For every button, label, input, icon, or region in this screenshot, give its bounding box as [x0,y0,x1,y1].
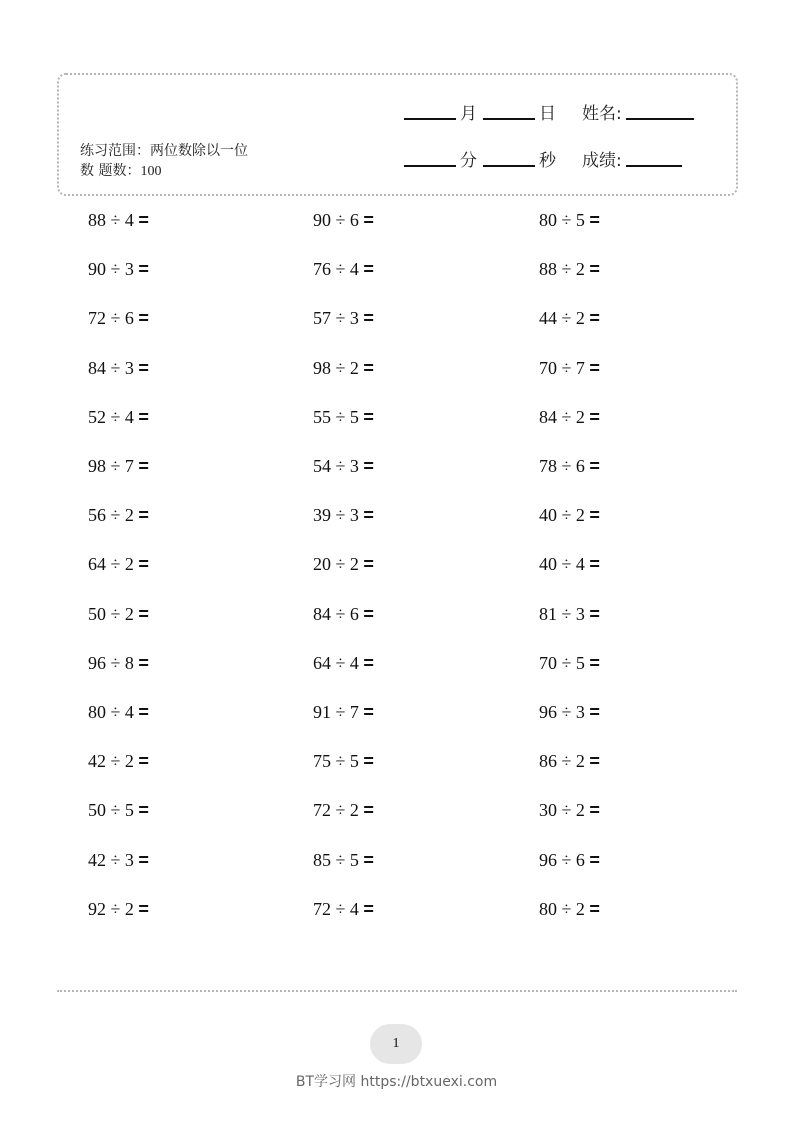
problem [539,259,600,280]
divider [57,990,737,992]
problem-expression: 50 ÷ 2 [88,603,134,624]
problem-expression: 90 ÷ 3 [88,259,134,280]
problem [313,554,374,575]
equals-sign: = [589,406,600,427]
problem [539,210,600,231]
problem [539,751,600,772]
problem-expression: 91 ÷ 7 [313,702,359,722]
problem-expression: 80 ÷ 2 [539,898,585,919]
problem [88,604,149,625]
problem-expression: 90 ÷ 6 [313,210,359,230]
problem [539,456,600,477]
minute-blank[interactable] [404,164,456,167]
problem-expression: 84 ÷ 3 [88,357,134,378]
problem [539,604,600,625]
problem-expression: 98 ÷ 7 [88,456,134,476]
problem-expression: 88 ÷ 2 [539,259,585,280]
equals-sign: = [363,800,374,821]
equals-sign: = [589,308,600,329]
problem [313,259,374,280]
page-number: 1 [370,1024,422,1064]
problem [313,358,374,379]
problem-expression: 55 ÷ 5 [313,406,359,427]
problem [88,358,149,379]
problem-expression: 92 ÷ 2 [88,898,134,919]
equals-sign: = [138,259,149,280]
problem [88,751,149,772]
problem-expression: 85 ÷ 5 [313,849,359,870]
equals-sign: = [589,751,600,772]
problem-expression: 96 ÷ 6 [539,849,585,870]
problem [539,407,600,428]
minute-label: 分 [460,151,477,171]
problem-expression: 96 ÷ 3 [539,702,585,722]
problem [313,308,374,329]
problem [313,505,374,526]
problem [313,604,374,625]
equals-sign: = [363,456,374,476]
problem-expression: 86 ÷ 2 [539,751,585,772]
scope-line-1: 练习范围：两位数除以一位 [80,143,248,159]
equals-sign: = [589,554,600,575]
day-blank[interactable] [483,117,535,120]
time-field [404,146,686,171]
problem [313,210,374,231]
problem-expression: 78 ÷ 6 [539,456,585,476]
problem-expression: 80 ÷ 5 [539,210,585,230]
equals-sign: = [363,259,374,280]
problem-expression: 76 ÷ 4 [313,259,359,280]
problem [313,800,374,821]
problem [539,505,600,526]
equals-sign: = [138,652,149,673]
second-blank[interactable] [483,164,535,167]
equals-sign: = [363,406,374,427]
problem [539,653,600,674]
problem [313,702,374,723]
question-count-label: 数 题数： [80,163,141,179]
equals-sign: = [138,357,149,378]
problem [88,210,149,231]
equals-sign: = [138,406,149,427]
problem [313,653,374,674]
equals-sign: = [589,849,600,870]
problem [313,456,374,477]
problem-expression: 30 ÷ 2 [539,800,585,821]
problem [88,702,149,723]
score-blank[interactable] [626,164,682,167]
problem [88,850,149,871]
problem [88,308,149,329]
problem [313,850,374,871]
equals-sign: = [363,898,374,919]
date-field [404,99,698,124]
question-count: 100 [140,164,162,179]
problem [88,800,149,821]
problem [313,899,374,920]
problem [88,899,149,920]
score-label: 成绩: [582,151,622,171]
equals-sign: = [589,210,600,230]
problem [88,259,149,280]
problem [313,751,374,772]
problem-expression: 42 ÷ 3 [88,849,134,870]
scope-line-2 [80,161,248,182]
equals-sign: = [589,652,600,673]
equals-sign: = [363,308,374,329]
problem [88,505,149,526]
problem-expression: 57 ÷ 3 [313,308,359,329]
problem-expression: 72 ÷ 2 [313,800,359,821]
problem-expression: 70 ÷ 5 [539,652,585,673]
practice-scope [80,141,248,182]
problem-expression: 42 ÷ 2 [88,751,134,772]
problem-expression: 52 ÷ 4 [88,406,134,427]
problem [88,554,149,575]
equals-sign: = [363,210,374,230]
equals-sign: = [138,702,149,722]
problem-expression: 72 ÷ 6 [88,308,134,329]
problem-expression: 39 ÷ 3 [313,505,359,526]
problem-expression: 40 ÷ 2 [539,505,585,526]
day-label: 日 [539,104,556,124]
problem-expression: 98 ÷ 2 [313,357,359,378]
equals-sign: = [363,652,374,673]
problem [88,653,149,674]
problem [88,407,149,428]
equals-sign: = [363,357,374,378]
equals-sign: = [138,210,149,230]
problem-expression: 50 ÷ 5 [88,800,134,821]
equals-sign: = [363,603,374,624]
equals-sign: = [589,357,600,378]
problem [313,407,374,428]
month-blank[interactable] [404,117,456,120]
equals-sign: = [138,456,149,476]
equals-sign: = [589,259,600,280]
problem-expression: 84 ÷ 6 [313,603,359,624]
second-label: 秒 [539,151,556,171]
problem [539,358,600,379]
equals-sign: = [589,800,600,821]
problem [88,456,149,477]
equals-sign: = [138,898,149,919]
problem [539,850,600,871]
problem-expression: 64 ÷ 4 [313,652,359,673]
equals-sign: = [363,849,374,870]
problem-expression: 70 ÷ 7 [539,357,585,378]
problem-expression: 84 ÷ 2 [539,406,585,427]
footer-text: BT学习网 https://btxuexi.com [295,1074,498,1090]
problem-expression: 56 ÷ 2 [88,505,134,526]
problem-expression: 80 ÷ 4 [88,702,134,722]
problem [539,800,600,821]
problem [539,308,600,329]
equals-sign: = [138,603,149,624]
equals-sign: = [138,308,149,329]
equals-sign: = [589,898,600,919]
problem-expression: 96 ÷ 8 [88,652,134,673]
problem-expression: 20 ÷ 2 [313,554,359,575]
equals-sign: = [363,554,374,575]
name-label: 姓名: [582,104,622,124]
month-label: 月 [460,104,477,124]
problem [539,702,600,723]
problem-expression: 54 ÷ 3 [313,456,359,476]
problem-expression: 72 ÷ 4 [313,898,359,919]
equals-sign: = [589,603,600,624]
equals-sign: = [138,849,149,870]
equals-sign: = [589,505,600,526]
problem-expression: 40 ÷ 4 [539,554,585,575]
equals-sign: = [138,800,149,821]
equals-sign: = [589,456,600,476]
name-blank[interactable] [626,117,694,120]
equals-sign: = [363,505,374,526]
problem-expression: 64 ÷ 2 [88,554,134,575]
problem-expression: 88 ÷ 4 [88,210,134,230]
equals-sign: = [138,505,149,526]
equals-sign: = [138,751,149,772]
problem-expression: 44 ÷ 2 [539,308,585,329]
equals-sign: = [589,702,600,722]
problem [539,899,600,920]
equals-sign: = [363,702,374,722]
equals-sign: = [363,751,374,772]
problem-expression: 81 ÷ 3 [539,603,585,624]
equals-sign: = [138,554,149,575]
problem-expression: 75 ÷ 5 [313,751,359,772]
problem [539,554,600,575]
